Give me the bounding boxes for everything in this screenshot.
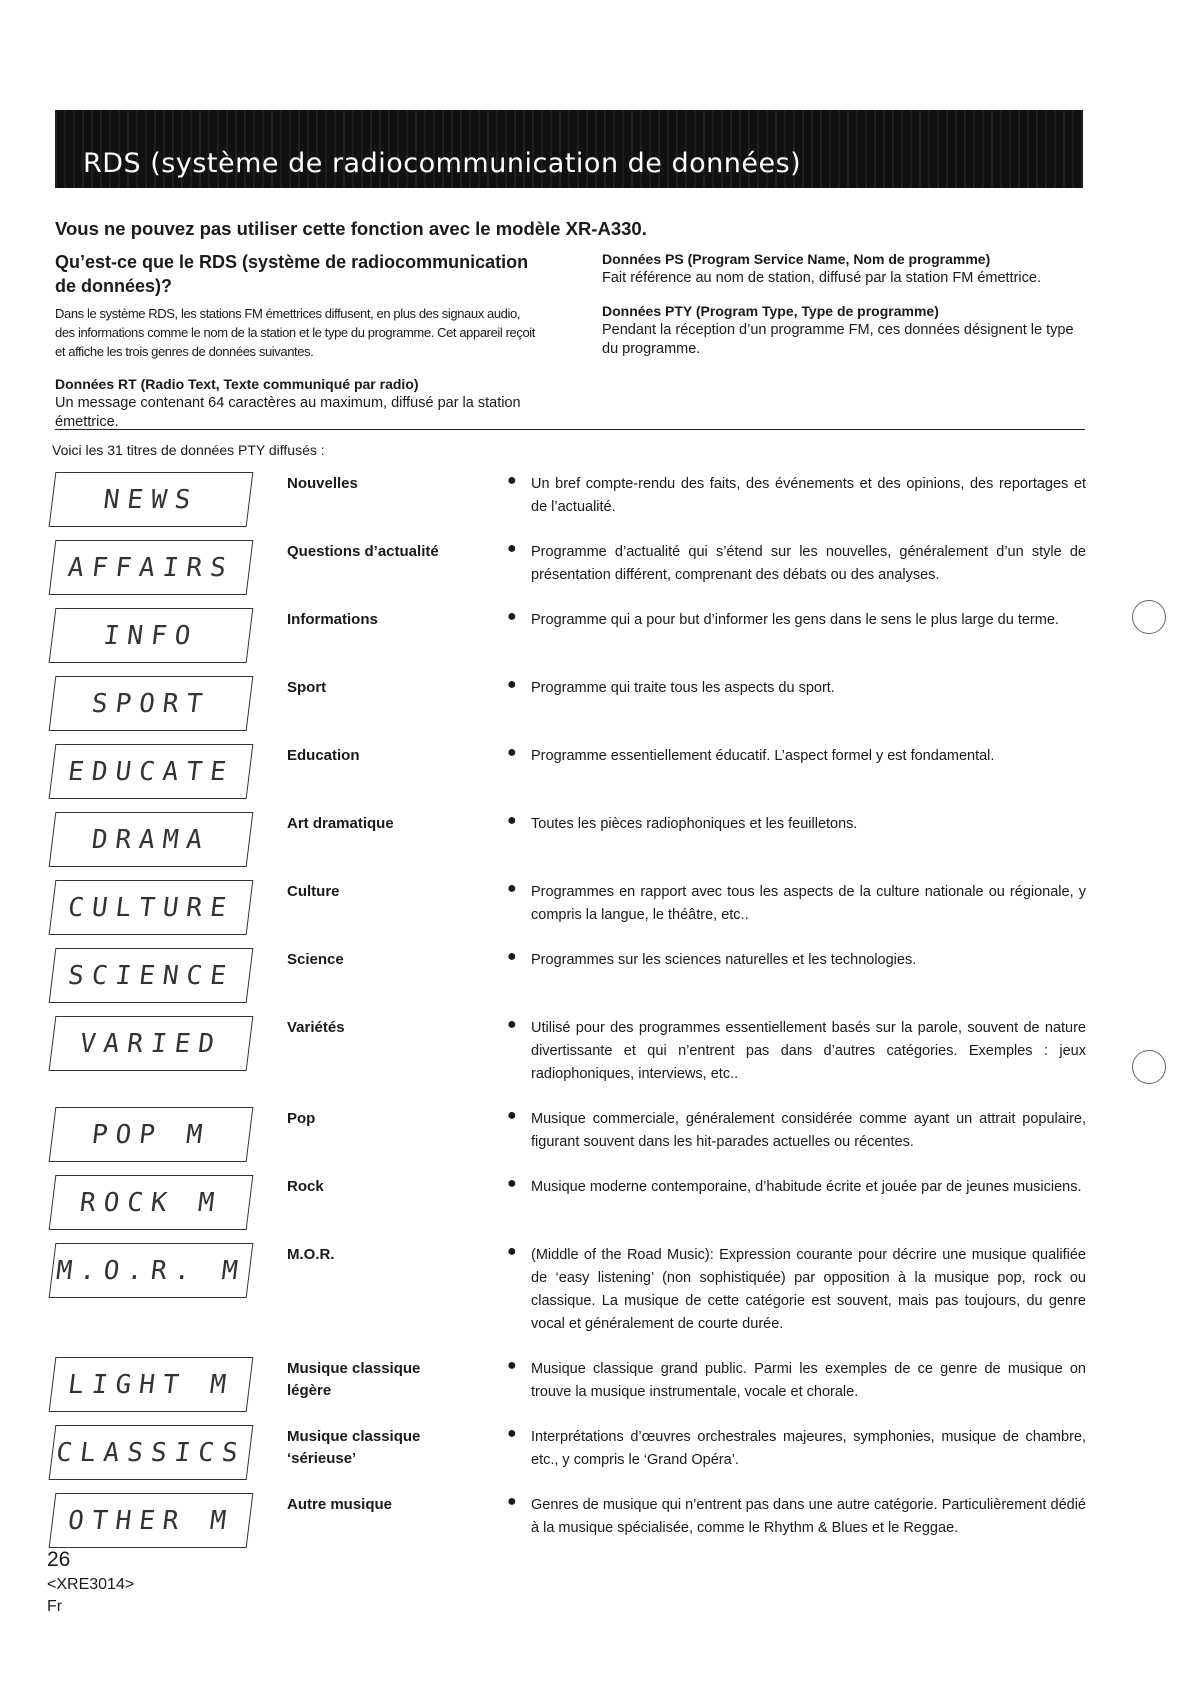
lcd-display: CLASSICS	[49, 1425, 254, 1480]
pty-description-text: Musique commerciale, généralement considérée comme ayant un attrait populaire, figurant souvent dans les hit-parades actuelles ou récentes.	[531, 1111, 1086, 1150]
document-code: <XRE3014>	[47, 1576, 135, 1593]
pty-name: Musique classique ‘sérieuse’	[287, 1428, 421, 1467]
pty-description-text: Interprétations d’œuvres orchestrales majeures, symphonies, musique de chambre, etc., y compris le ‘Grand Opéra’.	[531, 1429, 1086, 1468]
lcd-display: INFO	[49, 608, 254, 663]
bullet-icon: ●	[507, 744, 517, 761]
pty-name: Rock	[287, 1178, 324, 1195]
pty-name: Autre musique	[287, 1496, 393, 1513]
pty-description-text: Un bref compte-rendu des faits, des événements et des opinions, des reportages et de l’actualité.	[531, 476, 1086, 515]
lcd-display: EDUCATE	[49, 744, 254, 799]
pty-row-rock	[0, 1170, 1191, 1230]
pty-description-text: Programmes en rapport avec tous les aspects de la culture nationale ou régionale, y compris la langue, le théâtre, etc..	[531, 884, 1086, 923]
lcd-display: NEWS	[49, 472, 254, 527]
pty-row-classics	[0, 1420, 1191, 1480]
bullet-icon: ●	[507, 1107, 517, 1124]
lcd-display: ROCK M	[49, 1175, 254, 1230]
bullet-icon: ●	[507, 1243, 517, 1260]
language-code: Fr	[47, 1598, 63, 1615]
lcd-display: VARIED	[49, 1016, 254, 1071]
lcd-display: SPORT	[49, 676, 254, 731]
pty-description-text: Musique moderne contemporaine, d’habitude écrite et jouée par de jeunes musiciens.	[531, 1179, 1082, 1195]
pty-list-intro: Voici les 31 titres de données PTY diffusés :	[52, 442, 325, 458]
intro-paragraph: Dans le système RDS, les stations FM émettrices diffusent, en plus des signaux audio, des informations comme le nom de la station et le type du programme. Cet appareil reçoit et affiche les trois genres de données suivantes.	[55, 306, 535, 359]
rt-term: Données RT (Radio Text, Texte communiqué par radio)	[55, 376, 419, 392]
pty-name: Education	[287, 747, 360, 764]
lcd-display: DRAMA	[49, 812, 254, 867]
pty-row-educate	[0, 739, 1191, 799]
pty-row-other	[0, 1488, 1191, 1548]
pty-name: Nouvelles	[287, 475, 358, 492]
page-number: 26	[47, 1548, 71, 1571]
pty-term: Données PTY (Program Type, Type de programme)	[602, 303, 939, 319]
bullet-icon: ●	[507, 880, 517, 897]
lcd-display: SCIENCE	[49, 948, 254, 1003]
bullet-icon: ●	[507, 1175, 517, 1192]
page-title: RDS (système de radiocommunication de données)	[83, 148, 802, 179]
rt-description: Un message contenant 64 caractères au maximum, diffusé par la station émettrice.	[55, 395, 521, 430]
bullet-icon: ●	[507, 1425, 517, 1442]
pty-description-text: Programme essentiellement éducatif. L’aspect formel y est fondamental.	[531, 748, 995, 764]
pty-description-text: Programme qui traite tous les aspects du sport.	[531, 680, 835, 696]
pty-description: Pendant la réception d’un programme FM, ces données désignent le type du programme.	[602, 322, 1074, 357]
lcd-display: OTHER M	[49, 1493, 254, 1548]
pty-description-text: (Middle of the Road Music): Expression courante pour décrire une musique qualifiée de ‘easy listening’ (non sophistiquée) par opposition à la musique pop, rock ou classique. La musique de cette catégorie est souvent, mais pas toujours, du genre vocal et généralement de courte durée.	[531, 1247, 1086, 1332]
bullet-icon: ●	[507, 812, 517, 829]
section-heading: Qu’est-ce que le RDS (système de radiocommunication de données)?	[55, 252, 529, 296]
lcd-display: LIGHT M	[49, 1357, 254, 1412]
ps-description: Fait référence au nom de station, diffusé par la station FM émettrice.	[602, 270, 1041, 286]
lcd-display: M.O.R. M	[49, 1243, 254, 1298]
pty-row-news	[0, 467, 1191, 527]
pty-name: Art dramatique	[287, 815, 394, 832]
pty-row-varied	[0, 1011, 1191, 1082]
pty-row-pop	[0, 1102, 1191, 1162]
ps-term: Données PS (Program Service Name, Nom de programme)	[602, 251, 991, 267]
pty-name: Musique classique légère	[287, 1360, 421, 1399]
pty-description-text: Toutes les pièces radiophoniques et les feuilletons.	[531, 816, 858, 832]
bullet-icon: ●	[507, 948, 517, 965]
bullet-icon: ●	[507, 472, 517, 489]
pty-row-mor	[0, 1238, 1191, 1332]
pty-name: M.O.R.	[287, 1246, 335, 1263]
pty-description-text: Genres de musique qui n’entrent pas dans une autre catégorie. Particulièrement dédié à la musique spécialisée, comme le Rhythm & Blues et le Reggae.	[531, 1497, 1086, 1536]
pty-name: Variétés	[287, 1019, 345, 1036]
bullet-icon: ●	[507, 1357, 517, 1374]
pty-name: Science	[287, 951, 344, 968]
pty-name: Questions d’actualité	[287, 543, 439, 560]
pty-description-text: Programme qui a pour but d’informer les gens dans le sens le plus large du terme.	[531, 612, 1059, 628]
pty-description-text: Musique classique grand public. Parmi les exemples de ce genre de musique on trouve la musique instrumentale, vocale et chorale.	[531, 1361, 1086, 1400]
bullet-icon: ●	[507, 540, 517, 557]
pty-description-text: Programmes sur les sciences naturelles et les technologies.	[531, 952, 917, 968]
pty-row-science	[0, 943, 1191, 1003]
title-banner	[55, 110, 1083, 188]
pty-name: Culture	[287, 883, 340, 900]
pty-name: Sport	[287, 679, 327, 696]
left-column	[55, 250, 535, 446]
punch-hole-icon	[1132, 1050, 1166, 1084]
pty-row-light	[0, 1352, 1191, 1412]
section-divider	[55, 429, 1085, 430]
bullet-icon: ●	[507, 1493, 517, 1510]
pty-description-text: Programme d’actualité qui s’étend sur les nouvelles, généralement d’un style de présentation différent, comprenant des débats ou des analyses.	[531, 544, 1086, 583]
model-warning: Vous ne pouvez pas utiliser cette fonction avec le modèle XR-A330.	[55, 218, 647, 239]
pty-name: Pop	[287, 1110, 316, 1127]
pty-row-sport	[0, 671, 1191, 731]
lcd-display: POP M	[49, 1107, 254, 1162]
pty-description-text: Utilisé pour des programmes essentiellement basés sur la parole, souvent de nature divertissante et qui n’entrent pas dans d’autres catégories. Exemples : jeux radiophoniques, interviews, etc..	[531, 1020, 1086, 1082]
lcd-display: CULTURE	[49, 880, 254, 935]
bullet-icon: ●	[507, 1016, 517, 1033]
pty-row-drama	[0, 807, 1191, 867]
pty-row-culture	[0, 875, 1191, 935]
right-column	[602, 250, 1090, 373]
punch-hole-icon	[1132, 600, 1166, 634]
pty-row-affairs	[0, 535, 1191, 595]
pty-name: Informations	[287, 611, 378, 628]
pty-row-info	[0, 603, 1191, 663]
bullet-icon: ●	[507, 676, 517, 693]
lcd-display: AFFAIRS	[49, 540, 254, 595]
bullet-icon: ●	[507, 608, 517, 625]
